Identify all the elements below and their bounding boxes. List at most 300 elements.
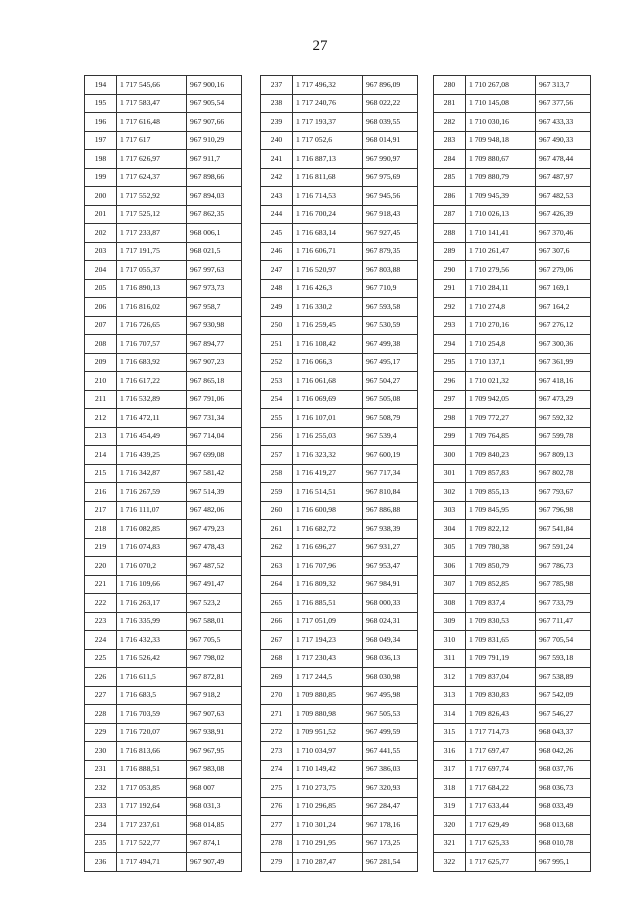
x-coordinate-cell: 1 716 526,42	[117, 649, 187, 668]
point-number-cell: 286	[434, 187, 466, 206]
point-number-cell: 229	[85, 723, 117, 742]
table-row	[85, 705, 242, 724]
table-row	[434, 279, 591, 298]
x-coordinate-cell: 1 716 520,97	[293, 261, 363, 280]
x-coordinate-cell: 1 716 707,96	[293, 557, 363, 576]
y-coordinate-cell: 967 592,32	[536, 409, 591, 428]
x-coordinate-cell: 1 717 194,23	[293, 631, 363, 650]
y-coordinate-cell: 967 967,95	[187, 742, 242, 761]
table-row	[261, 242, 418, 261]
x-coordinate-cell: 1 717 626,97	[117, 150, 187, 169]
y-coordinate-cell: 967 276,12	[536, 316, 591, 335]
point-number-cell: 290	[434, 261, 466, 280]
y-coordinate-cell: 967 418,16	[536, 372, 591, 391]
x-coordinate-cell: 1 716 885,51	[293, 594, 363, 613]
table-row	[261, 224, 418, 243]
y-coordinate-cell: 967 958,7	[187, 298, 242, 317]
table-row	[434, 483, 591, 502]
point-number-cell: 206	[85, 298, 117, 317]
x-coordinate-cell: 1 717 496,32	[293, 76, 363, 95]
table-row	[434, 353, 591, 372]
table-row	[434, 723, 591, 742]
table-row	[261, 316, 418, 335]
y-coordinate-cell: 967 907,66	[187, 113, 242, 132]
y-coordinate-cell: 967 361,99	[536, 353, 591, 372]
y-coordinate-cell: 967 504,27	[363, 372, 418, 391]
x-coordinate-cell: 1 709 857,83	[466, 464, 536, 483]
table-row	[261, 131, 418, 150]
table-row	[434, 446, 591, 465]
y-coordinate-cell: 967 473,29	[536, 390, 591, 409]
y-coordinate-cell: 967 930,98	[187, 316, 242, 335]
table-row	[261, 853, 418, 872]
x-coordinate-cell: 1 717 233,87	[117, 224, 187, 243]
table-row	[261, 150, 418, 169]
point-number-cell: 218	[85, 520, 117, 539]
table-row	[434, 557, 591, 576]
point-number-cell: 306	[434, 557, 466, 576]
table-row	[85, 168, 242, 187]
table-row	[434, 261, 591, 280]
y-coordinate-cell: 967 593,58	[363, 298, 418, 317]
point-number-cell: 281	[434, 94, 466, 113]
y-coordinate-cell: 968 024,31	[363, 612, 418, 631]
y-coordinate-cell: 967 785,98	[536, 575, 591, 594]
x-coordinate-cell: 1 716 696,27	[293, 538, 363, 557]
y-coordinate-cell: 967 495,98	[363, 686, 418, 705]
table-row	[85, 816, 242, 835]
x-coordinate-cell: 1 717 522,77	[117, 834, 187, 853]
table-row	[85, 723, 242, 742]
table-row	[434, 427, 591, 446]
point-number-cell: 233	[85, 797, 117, 816]
point-number-cell: 275	[261, 779, 293, 798]
point-number-cell: 299	[434, 427, 466, 446]
table-row	[85, 224, 242, 243]
table-row	[434, 298, 591, 317]
x-coordinate-cell: 1 716 611,5	[117, 668, 187, 687]
x-coordinate-cell: 1 709 840,23	[466, 446, 536, 465]
point-number-cell: 289	[434, 242, 466, 261]
point-number-cell: 267	[261, 631, 293, 650]
x-coordinate-cell: 1 709 826,43	[466, 705, 536, 724]
x-coordinate-cell: 1 716 259,45	[293, 316, 363, 335]
point-number-cell: 252	[261, 353, 293, 372]
table-row	[434, 242, 591, 261]
table-row	[261, 557, 418, 576]
table-row	[85, 316, 242, 335]
x-coordinate-cell: 1 710 301,24	[293, 816, 363, 835]
point-number-cell: 287	[434, 205, 466, 224]
table-row	[434, 187, 591, 206]
x-coordinate-cell: 1 709 880,67	[466, 150, 536, 169]
table-row	[434, 501, 591, 520]
x-coordinate-cell: 1 709 780,38	[466, 538, 536, 557]
point-number-cell: 215	[85, 464, 117, 483]
x-coordinate-cell: 1 716 074,83	[117, 538, 187, 557]
x-coordinate-cell: 1 717 055,37	[117, 261, 187, 280]
table-row	[85, 409, 242, 428]
point-number-cell: 201	[85, 205, 117, 224]
x-coordinate-cell: 1 717 616,48	[117, 113, 187, 132]
table-row	[261, 353, 418, 372]
y-coordinate-cell: 967 973,73	[187, 279, 242, 298]
x-coordinate-cell: 1 716 600,98	[293, 501, 363, 520]
point-number-cell: 300	[434, 446, 466, 465]
y-coordinate-cell: 967 482,06	[187, 501, 242, 520]
y-coordinate-cell: 968 036,13	[363, 649, 418, 668]
table-row	[434, 316, 591, 335]
point-number-cell: 217	[85, 501, 117, 520]
point-number-cell: 261	[261, 520, 293, 539]
x-coordinate-cell: 1 710 296,85	[293, 797, 363, 816]
x-coordinate-cell: 1 717 545,66	[117, 76, 187, 95]
table-body	[434, 76, 591, 872]
x-coordinate-cell: 1 717 193,37	[293, 113, 363, 132]
point-number-cell: 235	[85, 834, 117, 853]
y-coordinate-cell: 967 953,47	[363, 557, 418, 576]
point-number-cell: 305	[434, 538, 466, 557]
x-coordinate-cell: 1 716 683,14	[293, 224, 363, 243]
point-number-cell: 227	[85, 686, 117, 705]
x-coordinate-cell: 1 716 700,24	[293, 205, 363, 224]
table-row	[85, 187, 242, 206]
point-number-cell: 278	[261, 834, 293, 853]
point-number-cell: 256	[261, 427, 293, 446]
point-number-cell: 266	[261, 612, 293, 631]
table-row	[261, 723, 418, 742]
y-coordinate-cell: 967 898,66	[187, 168, 242, 187]
y-coordinate-cell: 967 990,97	[363, 150, 418, 169]
x-coordinate-cell: 1 710 145,08	[466, 94, 536, 113]
table-row	[261, 742, 418, 761]
x-coordinate-cell: 1 716 109,66	[117, 575, 187, 594]
x-coordinate-cell: 1 710 273,75	[293, 779, 363, 798]
table-row	[85, 298, 242, 317]
x-coordinate-cell: 1 709 845,95	[466, 501, 536, 520]
table-row	[261, 538, 418, 557]
table-row	[434, 853, 591, 872]
x-coordinate-cell: 1 709 831,65	[466, 631, 536, 650]
x-coordinate-cell: 1 717 684,22	[466, 779, 536, 798]
point-number-cell: 285	[434, 168, 466, 187]
x-coordinate-cell: 1 709 948,18	[466, 131, 536, 150]
table-row	[261, 261, 418, 280]
x-coordinate-cell: 1 709 880,98	[293, 705, 363, 724]
x-coordinate-cell: 1 716 426,3	[293, 279, 363, 298]
point-number-cell: 216	[85, 483, 117, 502]
y-coordinate-cell: 968 036,73	[536, 779, 591, 798]
point-number-cell: 265	[261, 594, 293, 613]
table-row	[261, 816, 418, 835]
y-coordinate-cell: 967 910,29	[187, 131, 242, 150]
table-row	[261, 409, 418, 428]
table-row	[434, 631, 591, 650]
y-coordinate-cell: 967 975,69	[363, 168, 418, 187]
table-row	[261, 760, 418, 779]
table-row	[85, 853, 242, 872]
y-coordinate-cell: 967 705,5	[187, 631, 242, 650]
y-coordinate-cell: 967 505,08	[363, 390, 418, 409]
table-row	[261, 168, 418, 187]
table-row	[434, 816, 591, 835]
y-coordinate-cell: 967 803,88	[363, 261, 418, 280]
y-coordinate-cell: 967 541,84	[536, 520, 591, 539]
y-coordinate-cell: 967 918,43	[363, 205, 418, 224]
point-number-cell: 297	[434, 390, 466, 409]
y-coordinate-cell: 967 599,78	[536, 427, 591, 446]
y-coordinate-cell: 967 479,23	[187, 520, 242, 539]
y-coordinate-cell: 967 538,89	[536, 668, 591, 687]
y-coordinate-cell: 968 033,49	[536, 797, 591, 816]
point-number-cell: 268	[261, 649, 293, 668]
point-number-cell: 312	[434, 668, 466, 687]
y-coordinate-cell: 967 931,27	[363, 538, 418, 557]
y-coordinate-cell: 968 037,76	[536, 760, 591, 779]
table-row	[261, 594, 418, 613]
table-row	[85, 372, 242, 391]
y-coordinate-cell: 967 872,81	[187, 668, 242, 687]
point-number-cell: 269	[261, 668, 293, 687]
point-number-cell: 239	[261, 113, 293, 132]
y-coordinate-cell: 967 798,02	[187, 649, 242, 668]
x-coordinate-cell: 1 709 830,53	[466, 612, 536, 631]
table-row	[261, 390, 418, 409]
x-coordinate-cell: 1 709 830,83	[466, 686, 536, 705]
point-number-cell: 197	[85, 131, 117, 150]
table-row	[434, 113, 591, 132]
y-coordinate-cell: 967 478,44	[536, 150, 591, 169]
x-coordinate-cell: 1 716 726,65	[117, 316, 187, 335]
y-coordinate-cell: 967 894,03	[187, 187, 242, 206]
y-coordinate-cell: 967 581,42	[187, 464, 242, 483]
table-row	[85, 335, 242, 354]
table-row	[434, 224, 591, 243]
y-coordinate-cell: 967 539,4	[363, 427, 418, 446]
coordinates-table-3	[433, 75, 591, 872]
table-row	[434, 668, 591, 687]
point-number-cell: 242	[261, 168, 293, 187]
y-coordinate-cell: 967 487,52	[187, 557, 242, 576]
y-coordinate-cell: 967 927,45	[363, 224, 418, 243]
point-number-cell: 213	[85, 427, 117, 446]
point-number-cell: 292	[434, 298, 466, 317]
y-coordinate-cell: 967 907,49	[187, 853, 242, 872]
point-number-cell: 244	[261, 205, 293, 224]
table-row	[261, 113, 418, 132]
y-coordinate-cell: 967 733,79	[536, 594, 591, 613]
y-coordinate-cell: 967 499,59	[363, 723, 418, 742]
coordinates-table-1	[84, 75, 242, 872]
y-coordinate-cell: 967 514,39	[187, 483, 242, 502]
y-coordinate-cell: 967 879,35	[363, 242, 418, 261]
x-coordinate-cell: 1 717 240,76	[293, 94, 363, 113]
point-number-cell: 313	[434, 686, 466, 705]
point-number-cell: 301	[434, 464, 466, 483]
x-coordinate-cell: 1 709 855,13	[466, 483, 536, 502]
table-row	[434, 575, 591, 594]
y-coordinate-cell: 967 810,84	[363, 483, 418, 502]
point-number-cell: 293	[434, 316, 466, 335]
y-coordinate-cell: 967 786,73	[536, 557, 591, 576]
table-row	[261, 649, 418, 668]
y-coordinate-cell: 967 997,63	[187, 261, 242, 280]
point-number-cell: 311	[434, 649, 466, 668]
y-coordinate-cell: 967 279,06	[536, 261, 591, 280]
table-row	[261, 446, 418, 465]
x-coordinate-cell: 1 710 261,47	[466, 242, 536, 261]
y-coordinate-cell: 967 173,25	[363, 834, 418, 853]
table-row	[85, 113, 242, 132]
y-coordinate-cell: 968 000,33	[363, 594, 418, 613]
point-number-cell: 237	[261, 76, 293, 95]
point-number-cell: 315	[434, 723, 466, 742]
y-coordinate-cell: 967 938,39	[363, 520, 418, 539]
y-coordinate-cell: 967 862,35	[187, 205, 242, 224]
x-coordinate-cell: 1 716 816,02	[117, 298, 187, 317]
point-number-cell: 260	[261, 501, 293, 520]
point-number-cell: 280	[434, 76, 466, 95]
table-row	[85, 834, 242, 853]
y-coordinate-cell: 967 164,2	[536, 298, 591, 317]
x-coordinate-cell: 1 716 107,01	[293, 409, 363, 428]
point-number-cell: 255	[261, 409, 293, 428]
x-coordinate-cell: 1 716 888,51	[117, 760, 187, 779]
y-coordinate-cell: 968 049,34	[363, 631, 418, 650]
x-coordinate-cell: 1 716 811,68	[293, 168, 363, 187]
point-number-cell: 203	[85, 242, 117, 261]
table-row	[85, 760, 242, 779]
y-coordinate-cell: 967 731,34	[187, 409, 242, 428]
x-coordinate-cell: 1 716 606,71	[293, 242, 363, 261]
y-coordinate-cell: 967 523,2	[187, 594, 242, 613]
y-coordinate-cell: 967 918,2	[187, 686, 242, 705]
x-coordinate-cell: 1 710 030,16	[466, 113, 536, 132]
y-coordinate-cell: 968 031,3	[187, 797, 242, 816]
y-coordinate-cell: 967 796,98	[536, 501, 591, 520]
table-row	[261, 612, 418, 631]
point-number-cell: 209	[85, 353, 117, 372]
x-coordinate-cell: 1 717 624,37	[117, 168, 187, 187]
x-coordinate-cell: 1 710 021,32	[466, 372, 536, 391]
point-number-cell: 238	[261, 94, 293, 113]
table-row	[261, 779, 418, 798]
point-number-cell: 231	[85, 760, 117, 779]
point-number-cell: 294	[434, 335, 466, 354]
x-coordinate-cell: 1 716 454,49	[117, 427, 187, 446]
x-coordinate-cell: 1 709 850,79	[466, 557, 536, 576]
table-row	[261, 834, 418, 853]
point-number-cell: 243	[261, 187, 293, 206]
y-coordinate-cell: 967 169,1	[536, 279, 591, 298]
table-row	[85, 742, 242, 761]
point-number-cell: 219	[85, 538, 117, 557]
x-coordinate-cell: 1 716 714,53	[293, 187, 363, 206]
point-number-cell: 273	[261, 742, 293, 761]
table-row	[85, 446, 242, 465]
x-coordinate-cell: 1 717 583,47	[117, 94, 187, 113]
y-coordinate-cell: 967 791,06	[187, 390, 242, 409]
table-row	[85, 594, 242, 613]
table-body	[85, 76, 242, 872]
x-coordinate-cell: 1 716 683,5	[117, 686, 187, 705]
point-number-cell: 253	[261, 372, 293, 391]
table-row	[434, 150, 591, 169]
x-coordinate-cell: 1 710 149,42	[293, 760, 363, 779]
point-number-cell: 241	[261, 150, 293, 169]
table-row	[261, 575, 418, 594]
y-coordinate-cell: 967 487,97	[536, 168, 591, 187]
y-coordinate-cell: 967 300,36	[536, 335, 591, 354]
x-coordinate-cell: 1 709 942,05	[466, 390, 536, 409]
point-number-cell: 234	[85, 816, 117, 835]
x-coordinate-cell: 1 716 108,42	[293, 335, 363, 354]
point-number-cell: 263	[261, 557, 293, 576]
x-coordinate-cell: 1 716 720,07	[117, 723, 187, 742]
table-row	[434, 797, 591, 816]
y-coordinate-cell: 968 006,1	[187, 224, 242, 243]
y-coordinate-cell: 967 426,39	[536, 205, 591, 224]
x-coordinate-cell: 1 710 291,95	[293, 834, 363, 853]
y-coordinate-cell: 967 320,93	[363, 779, 418, 798]
point-number-cell: 199	[85, 168, 117, 187]
y-coordinate-cell: 968 007	[187, 779, 242, 798]
x-coordinate-cell: 1 709 852,85	[466, 575, 536, 594]
table-row	[85, 427, 242, 446]
point-number-cell: 228	[85, 705, 117, 724]
table-row	[261, 631, 418, 650]
x-coordinate-cell: 1 716 809,32	[293, 575, 363, 594]
x-coordinate-cell: 1 716 514,51	[293, 483, 363, 502]
point-number-cell: 272	[261, 723, 293, 742]
point-number-cell: 230	[85, 742, 117, 761]
point-number-cell: 211	[85, 390, 117, 409]
point-number-cell: 223	[85, 612, 117, 631]
table-row	[434, 390, 591, 409]
table-row	[261, 797, 418, 816]
x-coordinate-cell: 1 709 880,79	[466, 168, 536, 187]
point-number-cell: 316	[434, 742, 466, 761]
x-coordinate-cell: 1 716 439,25	[117, 446, 187, 465]
y-coordinate-cell: 967 714,04	[187, 427, 242, 446]
x-coordinate-cell: 1 710 287,47	[293, 853, 363, 872]
x-coordinate-cell: 1 709 837,4	[466, 594, 536, 613]
table-row	[261, 705, 418, 724]
x-coordinate-cell: 1 717 237,61	[117, 816, 187, 835]
x-coordinate-cell: 1 717 230,43	[293, 649, 363, 668]
x-coordinate-cell: 1 717 053,85	[117, 779, 187, 798]
x-coordinate-cell: 1 717 525,12	[117, 205, 187, 224]
point-number-cell: 232	[85, 779, 117, 798]
x-coordinate-cell: 1 710 141,41	[466, 224, 536, 243]
x-coordinate-cell: 1 710 034,97	[293, 742, 363, 761]
x-coordinate-cell: 1 716 070,2	[117, 557, 187, 576]
table-row	[434, 372, 591, 391]
point-number-cell: 205	[85, 279, 117, 298]
x-coordinate-cell: 1 717 625,77	[466, 853, 536, 872]
x-coordinate-cell: 1 716 682,72	[293, 520, 363, 539]
point-number-cell: 210	[85, 372, 117, 391]
y-coordinate-cell: 967 313,7	[536, 76, 591, 95]
x-coordinate-cell: 1 716 255,03	[293, 427, 363, 446]
x-coordinate-cell: 1 717 617	[117, 131, 187, 150]
x-coordinate-cell: 1 716 813,66	[117, 742, 187, 761]
point-number-cell: 271	[261, 705, 293, 724]
table-row	[261, 483, 418, 502]
y-coordinate-cell: 967 482,53	[536, 187, 591, 206]
table-row	[261, 298, 418, 317]
point-number-cell: 207	[85, 316, 117, 335]
